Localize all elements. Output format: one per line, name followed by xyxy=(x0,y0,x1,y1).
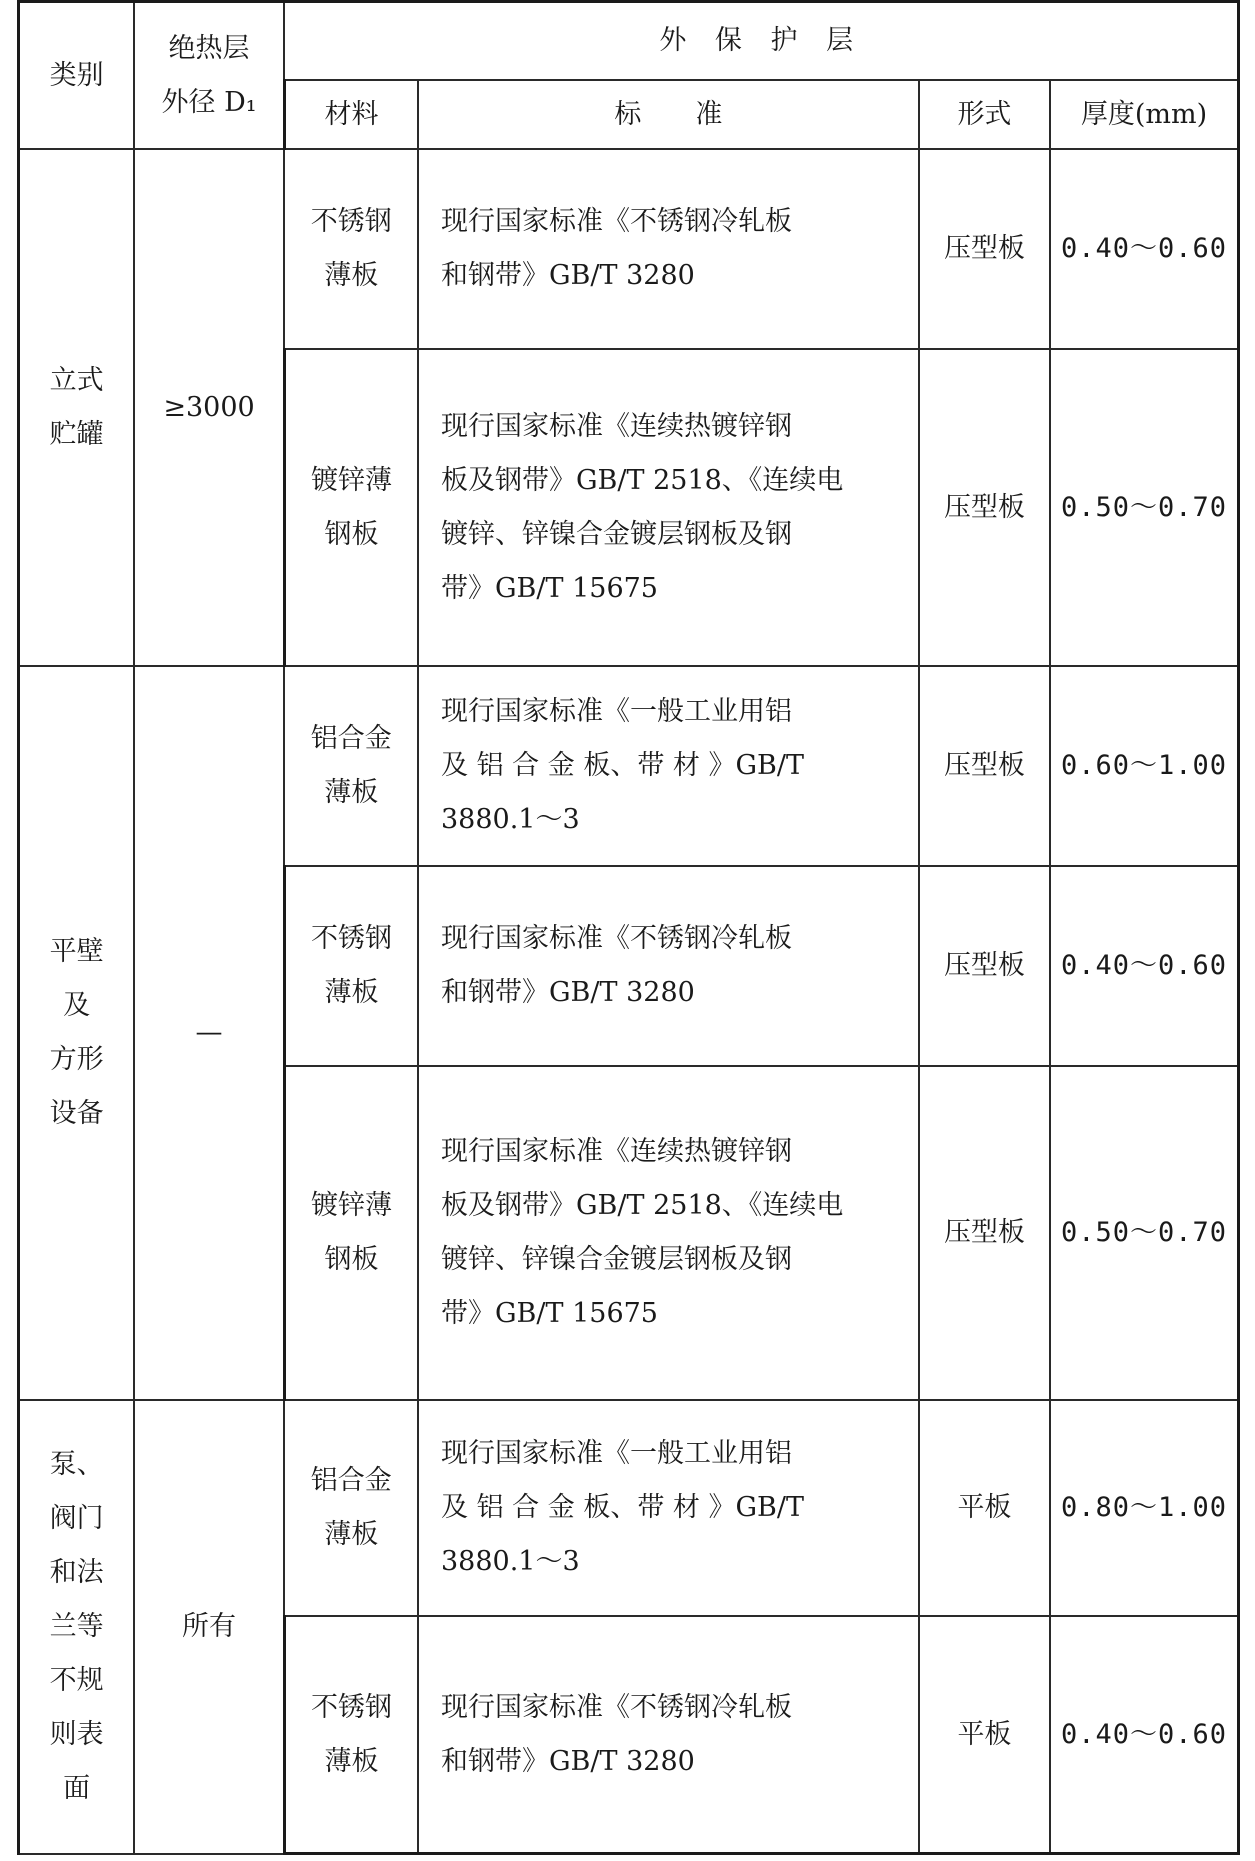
standard-cell: 现行国家标准《不锈钢冷轧板 和钢带》GB/T 3280 xyxy=(418,1616,919,1853)
standard-cell: 现行国家标准《连续热镀锌钢 板及钢带》GB/T 2518、《连续电 镀锌、锌镍合金镀层钢板及钢 带》GB/T 15675 xyxy=(418,349,919,666)
header-diameter-line2: 外径 D₁ xyxy=(161,86,257,118)
form-cell: 平板 xyxy=(919,1400,1050,1617)
form-cell: 压型板 xyxy=(919,666,1050,866)
standard-cell: 现行国家标准《不锈钢冷轧板 和钢带》GB/T 3280 xyxy=(418,866,919,1066)
material-cell: 镀锌薄 钢板 xyxy=(284,349,418,666)
form-cell: 压型板 xyxy=(919,149,1050,349)
header-thickness: 厚度(mm) xyxy=(1050,80,1238,149)
material-cell: 铝合金 薄板 xyxy=(284,1400,418,1617)
thickness-cell: 0.60～1.00 xyxy=(1050,666,1238,866)
header-category: 类别 xyxy=(19,2,135,150)
diameter-cell: 所有 xyxy=(134,1400,284,1854)
diameter-cell: ≥3000 xyxy=(134,149,284,666)
material-cell: 不锈钢 薄板 xyxy=(284,1616,418,1853)
form-cell: 平板 xyxy=(919,1616,1050,1853)
thickness-cell: 0.50～0.70 xyxy=(1050,1066,1238,1399)
standard-cell: 现行国家标准《一般工业用铝 及 铝 合 金 板、带 材 》GB/T 3880.1～3 xyxy=(418,1400,919,1617)
header-insulation-diameter xyxy=(134,2,284,150)
category-cell: 泵、 阀门 和法 兰等 不规 则表 面 xyxy=(19,1400,135,1854)
thickness-cell: 0.80～1.00 xyxy=(1050,1400,1238,1617)
table-row xyxy=(19,149,1239,349)
protective-layer-table xyxy=(17,0,1240,1855)
standard-cell: 现行国家标准《不锈钢冷轧板 和钢带》GB/T 3280 xyxy=(418,149,919,349)
material-cell: 不锈钢 薄板 xyxy=(284,866,418,1066)
header-material: 材料 xyxy=(284,80,418,149)
table-row xyxy=(19,666,1239,866)
standard-cell: 现行国家标准《连续热镀锌钢 板及钢带》GB/T 2518、《连续电 镀锌、锌镍合金镀层钢板及钢 带》GB/T 15675 xyxy=(418,1066,919,1399)
material-cell: 不锈钢 薄板 xyxy=(284,149,418,349)
category-cell: 平壁 及 方形 设备 xyxy=(19,666,135,1400)
header-row-1 xyxy=(19,2,1239,81)
thickness-cell: 0.40～0.60 xyxy=(1050,149,1238,349)
header-standard: 标 准 xyxy=(418,80,919,149)
diameter-cell: — xyxy=(134,666,284,1400)
header-diameter-line1: 绝热层 xyxy=(168,32,250,64)
thickness-cell: 0.40～0.60 xyxy=(1050,866,1238,1066)
header-outer-protective-layer: 外 保 护 层 xyxy=(284,2,1238,81)
category-cell: 立式 贮罐 xyxy=(19,149,135,666)
form-cell: 压型板 xyxy=(919,1066,1050,1399)
material-cell: 镀锌薄 钢板 xyxy=(284,1066,418,1399)
standard-cell: 现行国家标准《一般工业用铝 及 铝 合 金 板、带 材 》GB/T 3880.1～3 xyxy=(418,666,919,866)
header-form: 形式 xyxy=(919,80,1050,149)
form-cell: 压型板 xyxy=(919,866,1050,1066)
form-cell: 压型板 xyxy=(919,349,1050,666)
thickness-cell: 0.40～0.60 xyxy=(1050,1616,1238,1853)
material-cell: 铝合金 薄板 xyxy=(284,666,418,866)
thickness-cell: 0.50～0.70 xyxy=(1050,349,1238,666)
table-row xyxy=(19,1400,1239,1617)
